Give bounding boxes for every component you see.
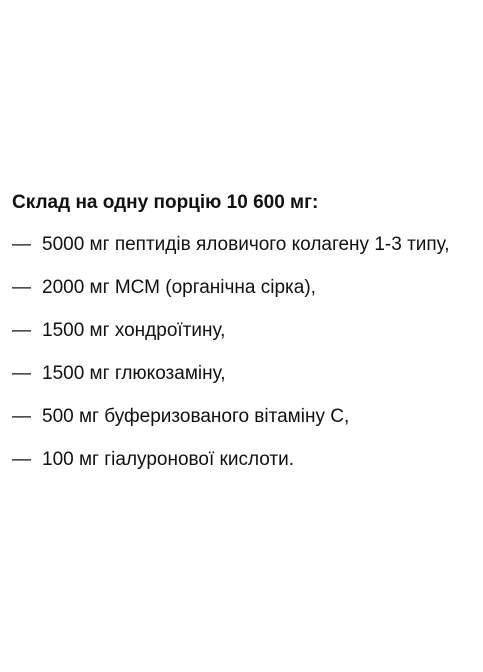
ingredient-item	[12, 318, 477, 344]
ingredient-item	[12, 275, 477, 301]
ingredient-text: 5000 мг пептидів яловичого колагену 1-3 типу,	[42, 234, 450, 255]
ingredient-text: 1500 мг глюкозаміну,	[42, 363, 226, 384]
ingredient-item	[12, 447, 477, 473]
dash-bullet: —	[12, 234, 31, 255]
dash-bullet: —	[12, 406, 31, 427]
dash-bullet: —	[12, 363, 31, 384]
dash-bullet: —	[12, 449, 31, 470]
ingredient-text: 100 мг гіалуронової кислоти.	[42, 449, 295, 470]
ingredient-item	[12, 361, 477, 387]
dash-bullet: —	[12, 320, 31, 341]
ingredient-text: 1500 мг хондроїтину,	[42, 320, 226, 341]
ingredient-list	[12, 232, 477, 473]
ingredient-item	[12, 404, 477, 430]
composition-section	[12, 190, 477, 490]
ingredient-item	[12, 232, 477, 258]
ingredient-text: 500 мг буферизованого вітаміну С,	[42, 406, 350, 427]
composition-heading: Склад на одну порцію 10 600 мг:	[12, 192, 319, 213]
ingredient-text: 2000 мг МСМ (органічна сірка),	[42, 277, 316, 298]
dash-bullet: —	[12, 277, 31, 298]
